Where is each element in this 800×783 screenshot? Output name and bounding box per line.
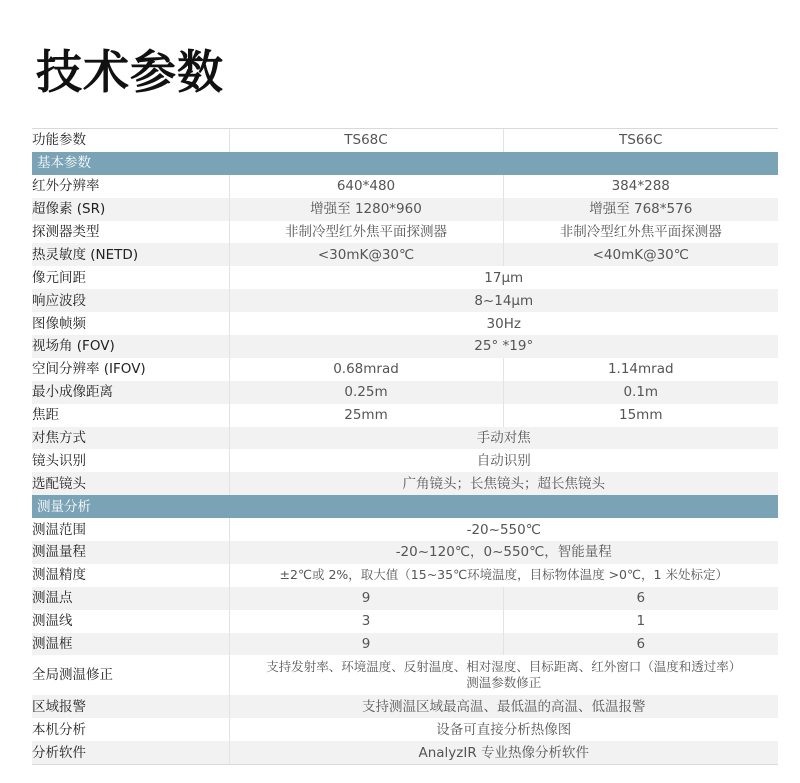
table-row xyxy=(32,655,778,695)
row-value-line: 测温参数修正 xyxy=(466,675,542,691)
row-value-ts68c: 0.25m xyxy=(229,381,503,404)
table-row xyxy=(32,610,778,633)
row-value-ts68c: 9 xyxy=(229,633,503,656)
table-row xyxy=(32,243,778,266)
header-model-ts68c: TS68C xyxy=(229,129,503,152)
table-row xyxy=(32,587,778,610)
row-label: 测温框 xyxy=(32,633,229,656)
row-value-ts66c: 增强至 768*576 xyxy=(503,198,778,221)
row-value-ts66c: 6 xyxy=(503,587,778,610)
row-value-ts66c: 384*288 xyxy=(503,175,778,198)
row-value-shared: 支持测温区域最高温、最低温的高温、低温报警 xyxy=(229,695,778,718)
table-row xyxy=(32,221,778,244)
row-value-ts66c: 1 xyxy=(503,610,778,633)
row-value-ts66c: 15mm xyxy=(503,404,778,427)
table-row xyxy=(32,449,778,472)
table-row xyxy=(32,312,778,335)
row-label: 红外分辨率 xyxy=(32,178,100,195)
row-label: 本机分析 xyxy=(32,721,86,738)
row-label: 测温量程 xyxy=(32,541,229,564)
row-label: 热灵敏度 (NETD) xyxy=(32,243,229,266)
table-row xyxy=(32,718,778,741)
row-value-ts68c: 9 xyxy=(229,587,503,610)
row-value-ts66c: 非制冷型红外焦平面探测器 xyxy=(503,221,778,244)
row-value-shared: 自动识别 xyxy=(229,449,778,472)
table-row xyxy=(32,198,778,221)
row-value-ts68c: 非制冷型红外焦平面探测器 xyxy=(229,221,503,244)
row-value-ts66c: 6 xyxy=(503,633,778,656)
table-row xyxy=(32,633,778,656)
row-value-ts66c: 1.14mrad xyxy=(503,358,778,381)
table-row xyxy=(32,175,778,198)
table-row xyxy=(32,266,778,289)
row-label: 像元间距 xyxy=(32,269,86,286)
table-row xyxy=(32,358,778,381)
row-label: 区域报警 xyxy=(32,695,229,718)
row-value-shared: 30Hz xyxy=(229,312,778,335)
spec-table xyxy=(32,128,778,765)
row-label: 超像素 (SR) xyxy=(32,198,229,221)
table-row xyxy=(32,427,778,450)
row-value-shared xyxy=(229,655,778,695)
section-title: 测量分析 xyxy=(32,495,778,518)
row-label: 图像帧频 xyxy=(32,315,86,332)
table-row xyxy=(32,564,778,587)
row-label: 对焦方式 xyxy=(32,427,229,450)
row-value-shared: 广角镜头；长焦镜头；超长焦镜头 xyxy=(229,472,778,495)
row-label: 视场角 (FOV) xyxy=(32,335,229,358)
row-label: 焦距 xyxy=(32,407,59,424)
row-value-ts66c: 0.1m xyxy=(503,381,778,404)
table-row xyxy=(32,695,778,718)
row-label: 镜头识别 xyxy=(32,452,86,469)
row-value-ts66c: <40mK@30℃ xyxy=(503,243,778,266)
row-label: 选配镜头 xyxy=(32,472,229,495)
row-value-line: 支持发射率、环境温度、反射温度、相对湿度、目标距离、红外窗口（温度和透过率） xyxy=(266,659,742,675)
header-model-ts66c: TS66C xyxy=(503,129,778,152)
row-label: 空间分辨率 (IFOV) xyxy=(32,361,146,378)
table-row xyxy=(32,289,778,312)
row-value-ts68c: 25mm xyxy=(229,404,503,427)
row-label: 分析软件 xyxy=(32,741,229,764)
row-value-shared: ±2℃或 2%，取大值（15~35℃环境温度，目标物体温度 >0℃，1 米处标定） xyxy=(229,564,778,587)
row-label: 测温范围 xyxy=(32,521,86,538)
row-value-shared: -20~550℃ xyxy=(229,518,778,541)
row-value-ts68c: 3 xyxy=(229,610,503,633)
row-value-shared: 8~14μm xyxy=(229,289,778,312)
header-label: 功能参数 xyxy=(32,129,229,152)
row-label: 测温点 xyxy=(32,587,229,610)
row-label: 全局测温修正 xyxy=(32,667,113,684)
row-value-shared: AnalyzIR 专业热像分析软件 xyxy=(229,741,778,764)
section-measurement xyxy=(32,495,778,518)
section-title: 基本参数 xyxy=(32,152,778,175)
row-label: 测温线 xyxy=(32,613,73,630)
row-value-ts68c: 640*480 xyxy=(229,175,503,198)
page-title: 技术参数 xyxy=(36,45,224,99)
row-value-ts68c: 0.68mrad xyxy=(229,358,503,381)
section-basic-params xyxy=(32,152,778,175)
table-row xyxy=(32,381,778,404)
row-label: 测温精度 xyxy=(32,567,86,584)
row-value-ts68c: 增强至 1280*960 xyxy=(229,198,503,221)
row-value-shared: 25° *19° xyxy=(229,335,778,358)
row-label: 响应波段 xyxy=(32,289,229,312)
table-header-row xyxy=(32,129,778,152)
row-label: 探测器类型 xyxy=(32,224,100,240)
row-value-shared: 手动对焦 xyxy=(229,427,778,450)
row-value-shared: 设备可直接分析热像图 xyxy=(229,718,778,741)
table-row xyxy=(32,472,778,495)
table-row xyxy=(32,518,778,541)
table-row xyxy=(32,335,778,358)
table-row xyxy=(32,541,778,564)
row-label: 最小成像距离 xyxy=(32,381,229,404)
row-value-shared: -20~120℃，0~550℃，智能量程 xyxy=(229,541,778,564)
row-value-ts68c: <30mK@30℃ xyxy=(229,243,503,266)
table-row xyxy=(32,404,778,427)
row-value-shared: 17μm xyxy=(229,266,778,289)
table-row xyxy=(32,741,778,764)
